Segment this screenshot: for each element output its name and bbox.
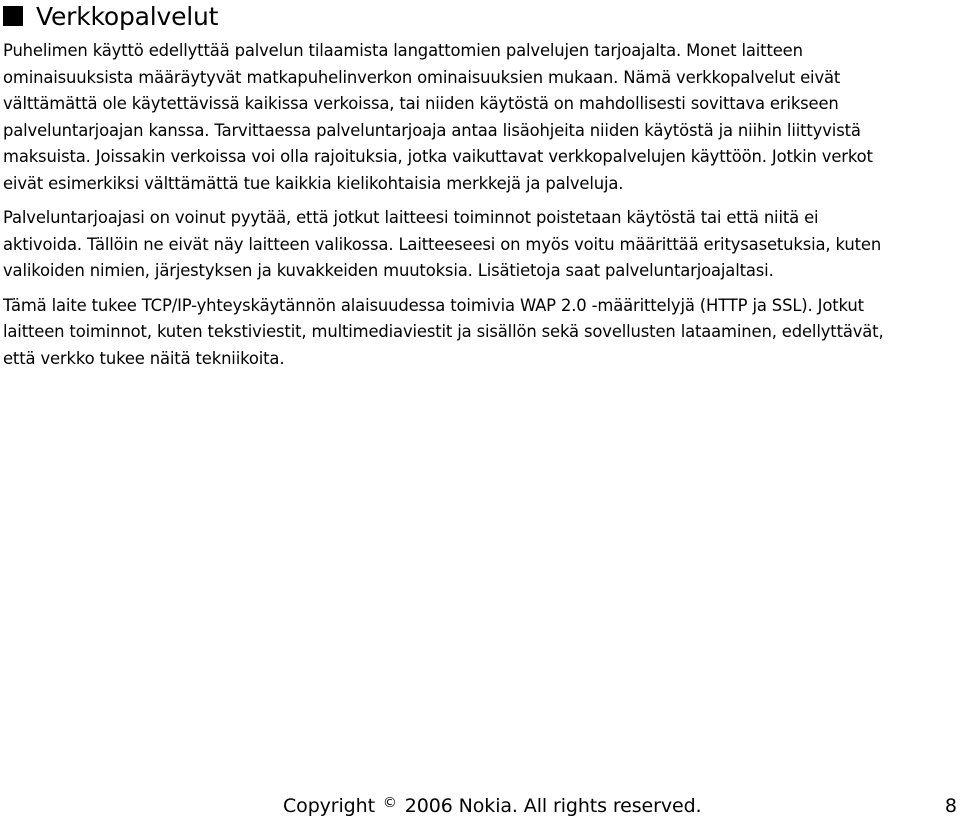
paragraph-line: valikoiden nimien, järjestyksen ja kuvakkeiden muutoksia. Lisätietoja saat palveluntarjoajaltasi. [3,261,774,280]
paragraph-line: eivät esimerkiksi välttämättä tue kaikkia kielikohtaisia merkkejä ja palveluja. [3,173,624,193]
paragraph-line: välttämättä ole käytettävissä kaikissa verkoissa, tai niiden käytöstä on mahdollisesti sovittava erikseen [3,94,839,113]
paragraph-provider-settings [3,205,953,285]
copyright-symbol: © [382,795,397,811]
paragraph-line: maksuista. Joissakin verkoissa voi olla rajoituksia, jotka vaikuttavat verkkopalvelujen käyttöön. Jotkin verkot [3,147,873,166]
paragraph-line: Palveluntarjoajasi on voinut pyytää, että jotkut laitteesi toiminnot poistetaan käytöstä tai että niitä ei [3,208,819,227]
paragraph-line: palveluntarjoajan kanssa. Tarvittaessa palveluntarjoaja antaa lisäohjeita niiden käytöstä ja niihin liittyvistä [3,120,861,140]
paragraph-line: aktivoida. Tällöin ne eivät näy laitteen valikossa. Laitteeseesi on myös voitu määrittää eritysasetuksia, kuten [3,234,882,254]
section-heading [3,0,218,32]
square-bullet-icon [3,6,23,26]
paragraph-line: Tämä laite tukee TCP/IP-yhteyskäytännön alaisuudessa toimivia WAP 2.0 -määrittelyjä (HTTP ja SSL). Jotkut [3,295,864,315]
copyright-text: 2006 Nokia. All rights reserved. [404,795,702,817]
paragraph-line: laitteen toiminnot, kuten tekstiviestit, multimediaviestit ja sisällön sekä sovellusten lataaminen, edellyttävät, [3,322,884,341]
copyright-notice [283,795,702,817]
paragraph-network-services [3,38,953,197]
paragraph-wap-support [3,293,953,373]
paragraph-line: Puhelimen käyttö edellyttää palvelun tilaamista langattomien palvelujen tarjoajalta. Monet laitteen [3,41,803,60]
paragraph-line: että verkko tukee näitä tekniikoita. [3,348,285,368]
paragraph-line: ominaisuuksista määräytyvät matkapuhelinverkon ominaisuuksien mukaan. Nämä verkkopalvelut eivät [3,67,841,87]
copyright-word: Copyright [283,795,375,817]
page-number: 8 [944,795,957,817]
section-title: Verkkopalvelut [36,1,219,31]
body-text [3,38,953,380]
